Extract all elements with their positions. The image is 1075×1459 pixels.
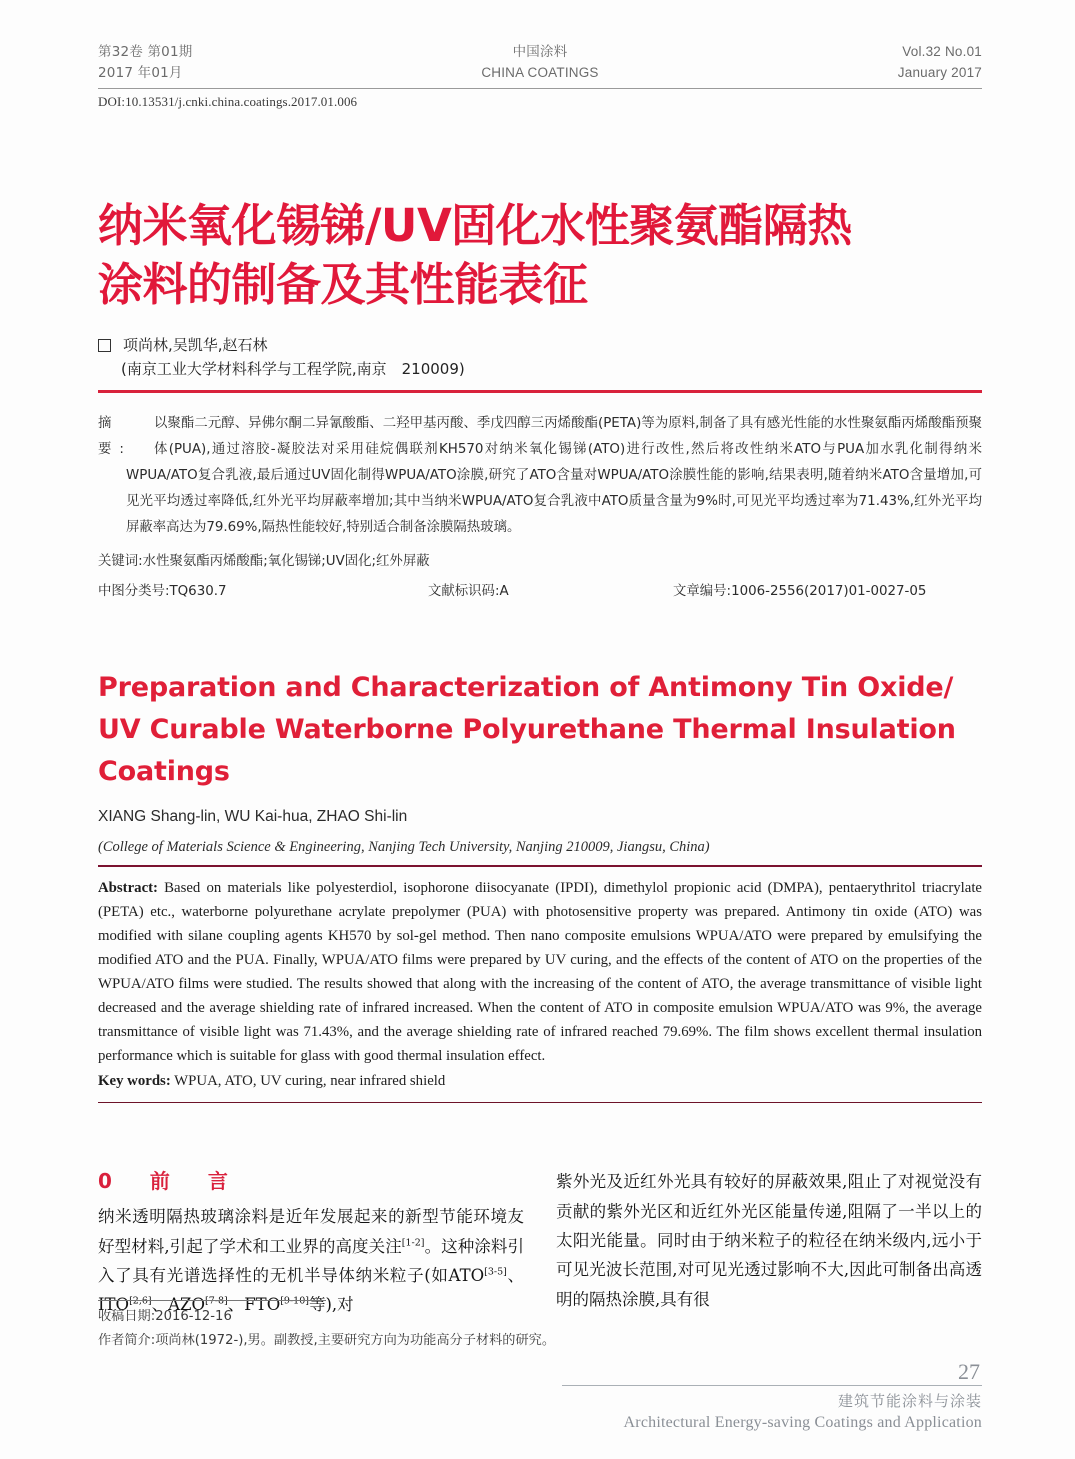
running-head-left <box>98 42 358 84</box>
chinese-abstract-label: 摘 要: <box>98 415 141 458</box>
body-text-left-5: 、FTO <box>227 1295 281 1315</box>
running-head-divider <box>98 88 982 89</box>
document-code: 文献标识码:A <box>428 583 509 599</box>
reference-marker-3: [2,6] <box>129 1295 152 1307</box>
body-text-left-2: 。这种涂料引入了具有光谱选择性的无机半导体纳米粒子(如ATO <box>98 1236 525 1286</box>
english-keywords <box>98 1070 982 1094</box>
chinese-abstract-text: 以聚酯二元醇、异佛尔酮二异氰酸酯、二羟甲基丙酸、季戊四醇三丙烯酸酯(PETA)等为原料,制备了具有感光性能的水性聚氨酯丙烯酸酯预聚体(PUA),通过溶胶-凝胶法对采用硅烷偶联剂KH570对纳米氧化锡锑(ATO)进行改性,然后将改性纳米ATO与PUA加水乳化制得纳米WPUA/ATO复合乳液,最后通过UV固化制得WPUA/ATO涂膜,研究了ATO含量对WPUA/ATO涂膜性能的影响,结果表明,随着纳米ATO含量增加,可见光平均透过率降低,红外光平均屏蔽率增加;其中当纳米WPUA/ATO复合乳液中ATO质量含量为9%时,可见光平均透过率为71.43%,红外光平均屏蔽率高达为79.69%,隔热性能较好,特别适合制备涂膜隔热玻璃。 <box>126 415 982 536</box>
maroon-divider-top <box>98 865 982 867</box>
red-divider-top <box>98 390 982 393</box>
maroon-divider-bottom <box>98 1102 982 1104</box>
footnote-author-bio: 作者简介:项尚林(1972-),男。副教授,主要研究方向为功能高分子材料的研究。 <box>98 1333 556 1349</box>
body-column-right <box>556 1165 982 1319</box>
running-head <box>98 42 982 84</box>
english-block <box>98 667 982 1103</box>
footnote-received-date: 收稿日期:2016-12-16 <box>98 1309 232 1324</box>
english-abstract-label: Abstract: <box>98 879 158 896</box>
english-title-line-2: UV Curable Waterborne Polyurethane Thermal Insulation <box>98 713 956 745</box>
running-head-right <box>722 42 982 84</box>
chinese-title <box>98 196 968 315</box>
volume-issue-en: Vol.32 No.01 <box>902 44 982 59</box>
page-content <box>98 42 982 1320</box>
body-column-left <box>98 1165 524 1319</box>
body-text-left-4: 、AZO <box>151 1295 206 1315</box>
footer-divider <box>562 1385 982 1386</box>
english-authors: XIANG Shang-lin, WU Kai-hua, ZHAO Shi-lin <box>98 808 408 826</box>
clc-number: 中图分类号:TQ630.7 <box>98 583 227 599</box>
chinese-authors: 项尚林,吴凯华,赵石林 <box>123 335 268 354</box>
running-head-center <box>358 42 722 84</box>
section-heading-introduction: 0 前 言 <box>98 1169 237 1194</box>
english-affiliation: (College of Materials Science & Engineering, Nanjing Tech University, Nanjing 210009, Jiangsu, China) <box>98 839 710 856</box>
footer-column-cn: 建筑节能涂料与涂装 <box>837 1392 982 1411</box>
body-text-left-1: 纳米透明隔热玻璃涂料是近年发展起来的新型节能环境友好型材料,引起了学术和工业界的高度关注 <box>98 1207 524 1256</box>
english-keywords-label: Key words: <box>98 1072 171 1089</box>
body-text-left-6: 等),对 <box>308 1295 354 1315</box>
chinese-metadata-row <box>98 579 982 605</box>
chinese-affiliation: (南京工业大学材料科学与工程学院,南京 210009) <box>121 360 465 379</box>
chinese-author-block <box>98 333 982 383</box>
english-title-line-3: Coatings <box>98 755 230 787</box>
body-columns <box>98 1165 982 1319</box>
english-title-line-1: Preparation and Characterization of Antimony Tin Oxide/ <box>98 671 954 703</box>
volume-issue-cn: 第32卷 第01期 <box>98 44 193 60</box>
doi-text: DOI:10.13531/j.cnki.china.coatings.2017.01.006 <box>98 93 358 109</box>
journal-title-cn: 中国涂料 <box>512 44 568 60</box>
footnote-block <box>98 1300 658 1354</box>
page-footer <box>562 1360 982 1432</box>
footnote-divider <box>98 1300 326 1301</box>
body-text-left-3: 、ITO <box>98 1266 525 1315</box>
reference-marker-5: [9-10] <box>280 1295 309 1307</box>
date-cn: 2017 年01月 <box>98 64 183 81</box>
journal-title-en: CHINA COATINGS <box>481 64 599 80</box>
english-title <box>98 667 982 793</box>
page-number: 27 <box>958 1359 980 1384</box>
chinese-abstract-block <box>98 411 982 542</box>
chinese-keywords: 关键词:水性聚氨酯丙烯酸酯;氧化锡锑;UV固化;红外屏蔽 <box>98 553 430 569</box>
english-abstract <box>98 877 982 1069</box>
body-paragraph-right: 紫外光及近红外光具有较好的屏蔽效果,阻止了对视觉没有贡献的紫外光区和近红外光区能量传递,阻隔了一半以上的太阳光能量。同时由于纳米粒子的粒径在纳米级内,远小于可见光波长范围,对可见光透过影响不大,因此可制备出高透明的隔热涂膜,具有很 <box>556 1172 982 1309</box>
footer-column-en: Architectural Energy-saving Coatings and Application <box>623 1414 982 1432</box>
reference-marker-4: [7-8] <box>205 1295 228 1307</box>
reference-marker-2: [3-5] <box>484 1266 507 1278</box>
chinese-title-line-2: 涂料的制备及其性能表征 <box>98 258 588 312</box>
reference-marker-1: [1-2] <box>401 1237 425 1249</box>
square-bullet-icon <box>98 339 111 352</box>
date-en: January 2017 <box>897 64 982 80</box>
chinese-title-line-1: 纳米氧化锡锑/UV固化水性聚氨酯隔热 <box>98 198 852 252</box>
article-id: 文章编号:1006-2556(2017)01-0027-05 <box>673 583 927 599</box>
chinese-authors-row <box>98 333 982 358</box>
english-abstract-text: Based on materials like polyesterdiol, isophorone diisocyanate (IPDI), dimethylol propionic acid (DMPA), pentaerythritol triacrylate (PETA) etc., waterborne polyurethane acrylate prepolymer (PUA) with photosensitive property was prepared. Antimony tin oxide (ATO) was modified with silane coupling agents KH570 by sol-gel method. Then nano composite emulsions WPUA/ATO were prepared by emulsifying the modified ATO and the PUA. Finally, WPUA/ATO films were prepared by UV curing, and the effects of the content of ATO on the properties of the WPUA/ATO films were studied. The results showed that along with the increasing of the content of ATO, the average transmittance of visible light decreased and the average shielding rate of infrared increased. When the content of ATO in composite emulsion WPUA/ATO was 9%, the average transmittance of visible light was 71.43%, and the average shielding rate of infrared reached 79.69%. The film shows excellent thermal insulation performance which is suitable for glass with good thermal insulation effect. <box>98 879 982 1064</box>
english-keywords-text: WPUA, ATO, UV curing, near infrared shield <box>170 1072 446 1089</box>
